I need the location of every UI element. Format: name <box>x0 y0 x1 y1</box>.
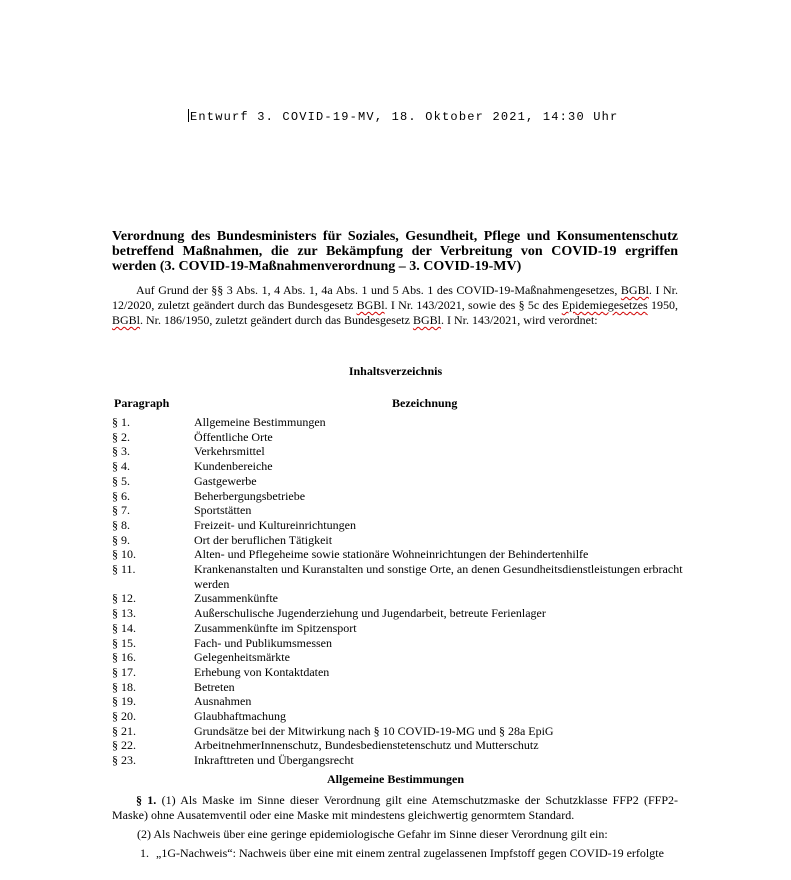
toc-row <box>112 650 692 665</box>
toc-column-paragraph: Paragraph <box>114 396 170 410</box>
toc-paragraph-label: Fach- und Publikumsmessen <box>194 635 332 650</box>
list-number: 1. <box>140 846 149 860</box>
toc-row <box>112 444 692 459</box>
toc-paragraph-number: § 1. <box>112 415 130 429</box>
toc-row <box>112 680 692 695</box>
toc-row <box>112 665 692 680</box>
spellcheck-word: Epidemiegesetzes <box>561 298 648 312</box>
toc-row <box>112 753 692 768</box>
toc-row <box>112 474 692 489</box>
toc-row <box>112 518 692 533</box>
toc-paragraph-label: Ausnahmen <box>194 694 252 709</box>
toc-paragraph-label: Zusammenkünfte im Spitzensport <box>194 620 357 635</box>
paragraph-text: (1) Als Maske im Sinne dieser Verordnung gilt eine Atemschutzmaske der Schutzklasse FFP2 (FFP2-Maske) ohne Ausatemventil oder eine Maske mit mindestens gleichwertig genormtem Standard. <box>112 793 679 822</box>
document-title: Verordnung des Bundesministers für Soziales, Gesundheit, Pflege und Konsumentenschutz betreffend Maßnahmen, die zur Bekämpfung der Verbreitung von COVID-19 ergriffen werden (3. COVID-19-Maßnahmenverordnung – 3. COVID-19-MV) <box>112 229 678 274</box>
text-cursor <box>188 109 189 122</box>
toc-paragraph-label: Außerschulische Jugenderziehung und Jugendarbeit, betreute Ferienlager <box>194 606 546 621</box>
toc-paragraph-number: § 11. <box>112 562 136 577</box>
toc-column-bezeichnung: Bezeichnung <box>392 396 458 410</box>
toc-row <box>112 694 692 709</box>
table-of-contents <box>112 415 692 768</box>
toc-paragraph-number: § 8. <box>112 517 130 532</box>
toc-paragraph-number: § 4. <box>112 459 130 474</box>
toc-paragraph-label: Sportstätten <box>194 503 252 518</box>
toc-row <box>112 503 692 518</box>
intro-text: . I Nr. 12/2020, zuletzt geändert durch das Bundesgesetz <box>112 283 679 312</box>
toc-row <box>112 415 692 430</box>
toc-row <box>112 430 692 445</box>
intro-paragraph <box>112 283 678 328</box>
paragraph-1-2: (2) Als Nachweis über eine geringe epidemiologische Gefahr im Sinne dieser Verordnung gilt ein: <box>137 827 608 841</box>
toc-paragraph-label: Kundenbereiche <box>194 459 273 474</box>
toc-paragraph-number: § 10. <box>112 547 136 562</box>
toc-paragraph-label: Erhebung von Kontaktdaten <box>194 664 330 679</box>
toc-paragraph-number: § 3. <box>112 444 130 459</box>
toc-paragraph-number: § 6. <box>112 488 130 503</box>
intro-text: . I Nr. 143/2021, sowie des § 5c des <box>384 298 562 312</box>
toc-paragraph-label: Alten- und Pflegeheime sowie stationäre Wohneinrichtungen der Behindertenhilfe <box>194 547 589 562</box>
intro-text: . Nr. 186/1950, zuletzt geändert durch das Bundesgesetz <box>140 313 413 327</box>
spellcheck-word: BGBl <box>412 313 441 327</box>
toc-row <box>112 459 692 474</box>
toc-row <box>112 533 692 548</box>
toc-paragraph-number: § 16. <box>112 650 136 665</box>
toc-paragraph-label: Zusammenkünfte <box>194 591 278 606</box>
toc-paragraph-label: Beherbergungsbetriebe <box>194 488 306 503</box>
list-item <box>140 846 680 861</box>
toc-row <box>112 591 692 606</box>
toc-paragraph-number: § 21. <box>112 723 136 738</box>
toc-row <box>112 724 692 739</box>
toc-paragraph-number: § 2. <box>112 429 130 444</box>
toc-row <box>112 489 692 504</box>
toc-row <box>112 709 692 724</box>
toc-paragraph-number: § 5. <box>112 473 130 488</box>
intro-text: Auf Grund der §§ 3 Abs. 1, 4 Abs. 1, 4a Abs. 1 und 5 Abs. 1 des COVID-19-Maßnahmengesetzes, <box>136 283 621 297</box>
section-heading: Allgemeine Bestimmungen <box>327 772 464 786</box>
toc-paragraph-label: Betreten <box>194 679 235 694</box>
toc-paragraph-number: § 23. <box>112 753 136 768</box>
intro-text: 1950, <box>647 298 678 312</box>
toc-paragraph-label: Gastgewerbe <box>194 473 257 488</box>
toc-paragraph-label: Allgemeine Bestimmungen <box>194 415 326 429</box>
spellcheck-word: BGBl <box>112 313 141 327</box>
toc-paragraph-label: Grundsätze bei der Mitwirkung nach § 10 COVID-19-MG und § 28a EpiG <box>194 723 554 738</box>
toc-paragraph-label: ArbeitnehmerInnenschutz, Bundesbedienstetenschutz und Mutterschutz <box>194 738 539 753</box>
spellcheck-word: BGBl <box>620 283 649 297</box>
toc-row <box>112 547 692 562</box>
toc-paragraph-label: Krankenanstalten und Kuranstalten und sonstige Orte, an denen Gesundheitsdienstleistungen erbracht werden <box>194 562 683 591</box>
toc-paragraph-label: Ort der beruflichen Tätigkeit <box>194 532 333 547</box>
toc-paragraph-number: § 9. <box>112 532 130 547</box>
toc-paragraph-number: § 22. <box>112 738 136 753</box>
toc-paragraph-number: § 14. <box>112 620 136 635</box>
toc-paragraph-number: § 17. <box>112 664 136 679</box>
toc-paragraph-number: § 15. <box>112 635 136 650</box>
draft-header <box>188 109 618 124</box>
toc-row <box>112 621 692 636</box>
toc-paragraph-label: Öffentliche Orte <box>194 429 273 444</box>
toc-heading: Inhaltsverzeichnis <box>348 364 443 378</box>
draft-header-text: Entwurf 3. COVID-19-MV, 18. Oktober 2021, 14:30 Uhr <box>190 110 619 124</box>
toc-paragraph-number: § 20. <box>112 709 136 724</box>
toc-paragraph-number: § 19. <box>112 694 136 709</box>
toc-paragraph-number: § 12. <box>112 591 136 606</box>
toc-paragraph-number: § 7. <box>112 503 130 518</box>
spellcheck-word: BGBl <box>356 298 385 312</box>
toc-paragraph-number: § 13. <box>112 606 136 621</box>
paragraph-marker: § 1. <box>136 793 157 807</box>
toc-paragraph-number: § 18. <box>112 679 136 694</box>
toc-row <box>112 562 692 591</box>
toc-paragraph-label: Glaubhaftmachung <box>194 709 286 724</box>
intro-text: . I Nr. 143/2021, wird verordnet: <box>440 313 598 327</box>
toc-row <box>112 636 692 651</box>
list-text: „1G-Nachweis“: Nachweis über eine mit einem zentral zugelassenen Impfstoff gegen COVID-19 erfolgte <box>156 846 664 860</box>
toc-row <box>112 738 692 753</box>
toc-paragraph-label: Inkrafttreten und Übergangsrecht <box>194 753 354 768</box>
toc-paragraph-label: Verkehrsmittel <box>194 444 265 459</box>
toc-paragraph-label: Gelegenheitsmärkte <box>194 650 290 665</box>
toc-paragraph-label: Freizeit- und Kultureinrichtungen <box>194 517 356 532</box>
paragraph-1-1 <box>112 793 678 823</box>
toc-row <box>112 606 692 621</box>
